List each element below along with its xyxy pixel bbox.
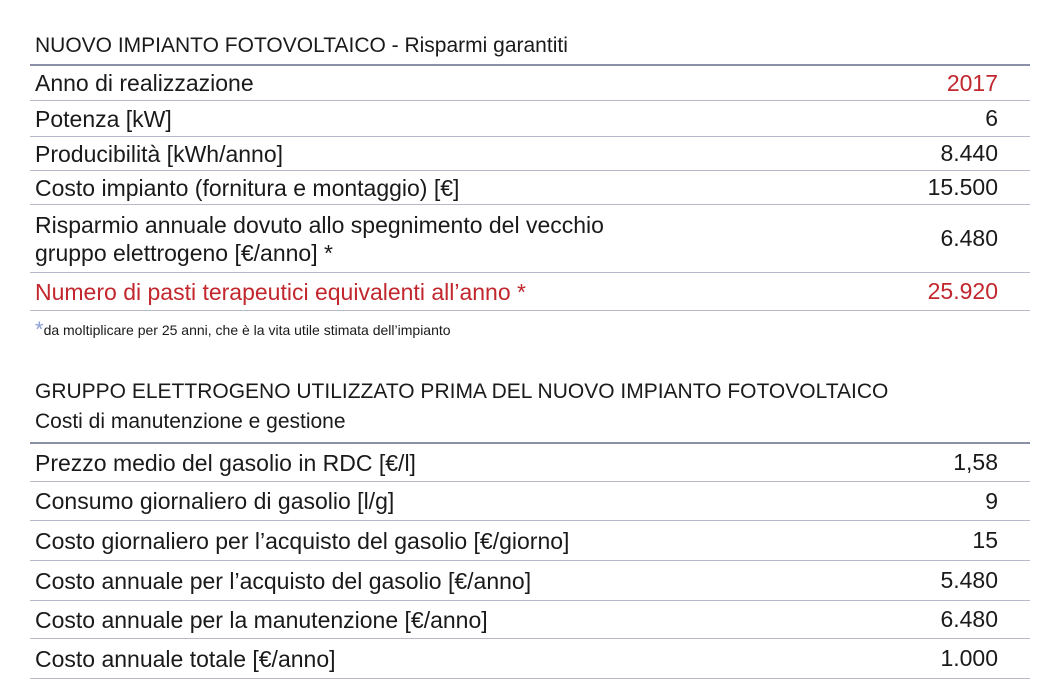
table-row-highlight xyxy=(30,273,1030,311)
row-label: Prezzo medio del gasolio in RDC [€/l] xyxy=(35,449,416,476)
section2-subtitle: Costi di manutenzione e gestione xyxy=(35,410,346,433)
row-value: 2017 xyxy=(946,69,998,96)
row-label: Costo annuale per la manutenzione [€/anno] xyxy=(35,606,488,633)
table-row xyxy=(30,205,1030,273)
row-value: 6.480 xyxy=(940,606,998,632)
table-row xyxy=(30,601,1030,639)
row-label xyxy=(35,211,604,267)
row-label: Numero di pasti terapeutici equivalenti all’anno * xyxy=(35,278,526,305)
row-value: 5.480 xyxy=(940,567,998,593)
generator-section xyxy=(30,380,1030,679)
savings-table xyxy=(30,64,1030,311)
row-label: Producibilità [kWh/anno] xyxy=(35,140,284,167)
row-label: Consumo giornaliero di gasolio [l/g] xyxy=(35,488,395,514)
table-row xyxy=(30,101,1030,137)
table-row xyxy=(30,639,1030,679)
row-label: Costo impianto (fornitura e montaggio) [€] xyxy=(35,174,460,201)
section2-title: GRUPPO ELETTROGENO UTILIZZATO PRIMA DEL NUOVO IMPIANTO FOTOVOLTAICO xyxy=(35,380,889,403)
row-label: Costo annuale totale [€/anno] xyxy=(35,645,336,672)
row-value: 1,58 xyxy=(953,449,998,475)
table-row xyxy=(30,521,1030,561)
row-value: 6.480 xyxy=(940,225,998,251)
row-value: 8.440 xyxy=(940,140,998,166)
row-label-line1: Risparmio annuale dovuto allo spegnimento del vecchio xyxy=(35,211,604,238)
table-row xyxy=(30,482,1030,521)
table-row xyxy=(30,137,1030,171)
footnote xyxy=(30,317,1030,343)
table-row xyxy=(30,561,1030,601)
row-label: Potenza [kW] xyxy=(35,105,172,132)
photovoltaic-section xyxy=(30,34,1030,343)
table-row xyxy=(30,171,1030,205)
row-value: 6 xyxy=(985,105,998,131)
footnote-text: da moltiplicare per 25 anni, che è la vita utile stimata dell’impianto xyxy=(43,322,451,338)
row-value: 25.920 xyxy=(927,278,998,304)
table-row xyxy=(30,444,1030,482)
row-value: 1.000 xyxy=(940,645,998,671)
row-value: 15.500 xyxy=(927,174,998,200)
row-label: Anno di realizzazione xyxy=(35,70,254,96)
row-label-line2: gruppo elettrogeno [€/anno] * xyxy=(35,239,333,266)
section1-title: NUOVO IMPIANTO FOTOVOLTAICO - Risparmi garantiti xyxy=(35,34,568,57)
row-value: 9 xyxy=(985,487,998,514)
row-value: 15 xyxy=(972,527,998,553)
footnote-star-icon: * xyxy=(35,317,44,342)
row-label: Costo annuale per l’acquisto del gasolio [€/anno] xyxy=(35,567,532,594)
table-row xyxy=(30,66,1030,101)
costs-table xyxy=(30,442,1030,679)
row-label: Costo giornaliero per l’acquisto del gasolio [€/giorno] xyxy=(35,527,570,554)
